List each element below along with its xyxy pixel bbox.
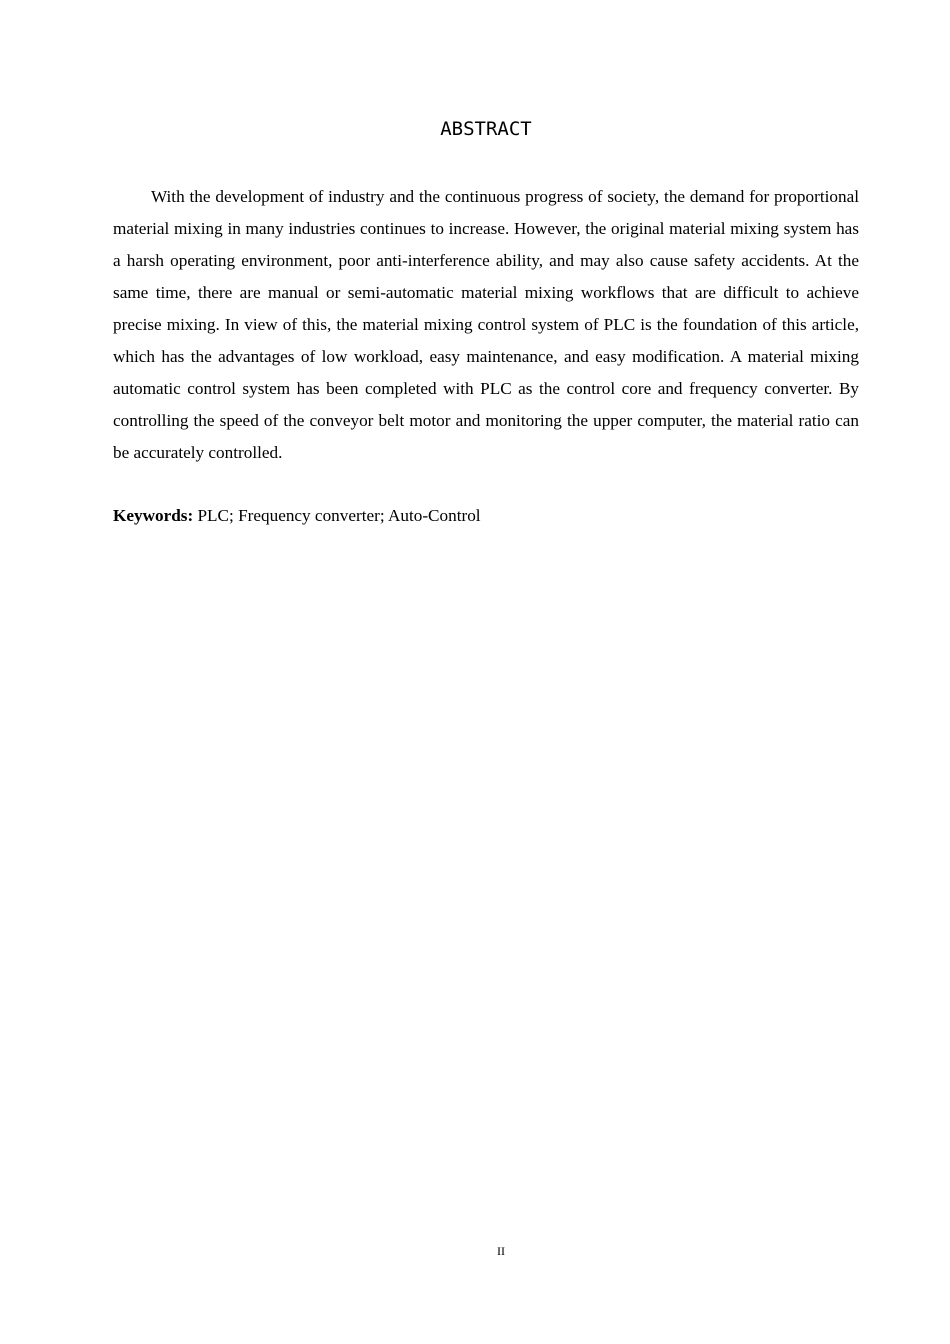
page-number: II (497, 1244, 505, 1258)
keywords-line (113, 500, 859, 532)
abstract-title: ABSTRACT (440, 118, 532, 140)
abstract-body: With the development of industry and the continuous progress of society, the demand for proportional material mixing in many industries continues to increase. However, the original material mixing system has a harsh operating environment, poor anti-interference ability, and may also cause safety accidents. At the same time, there are manual or semi-automatic material mixing workflows that are difficult to achieve precise mixing. In view of this, the material mixing control system of PLC is the foundation of this article, which has the advantages of low workload, easy maintenance, and easy modification. A material mixing automatic control system has been completed with PLC as the control core and frequency converter. By controlling the speed of the conveyor belt motor and monitoring the upper computer, the material ratio can be accurately controlled. (113, 187, 859, 462)
keywords-label: Keywords: (113, 506, 194, 525)
keywords-list: PLC; Frequency converter; Auto-Control (197, 506, 481, 525)
